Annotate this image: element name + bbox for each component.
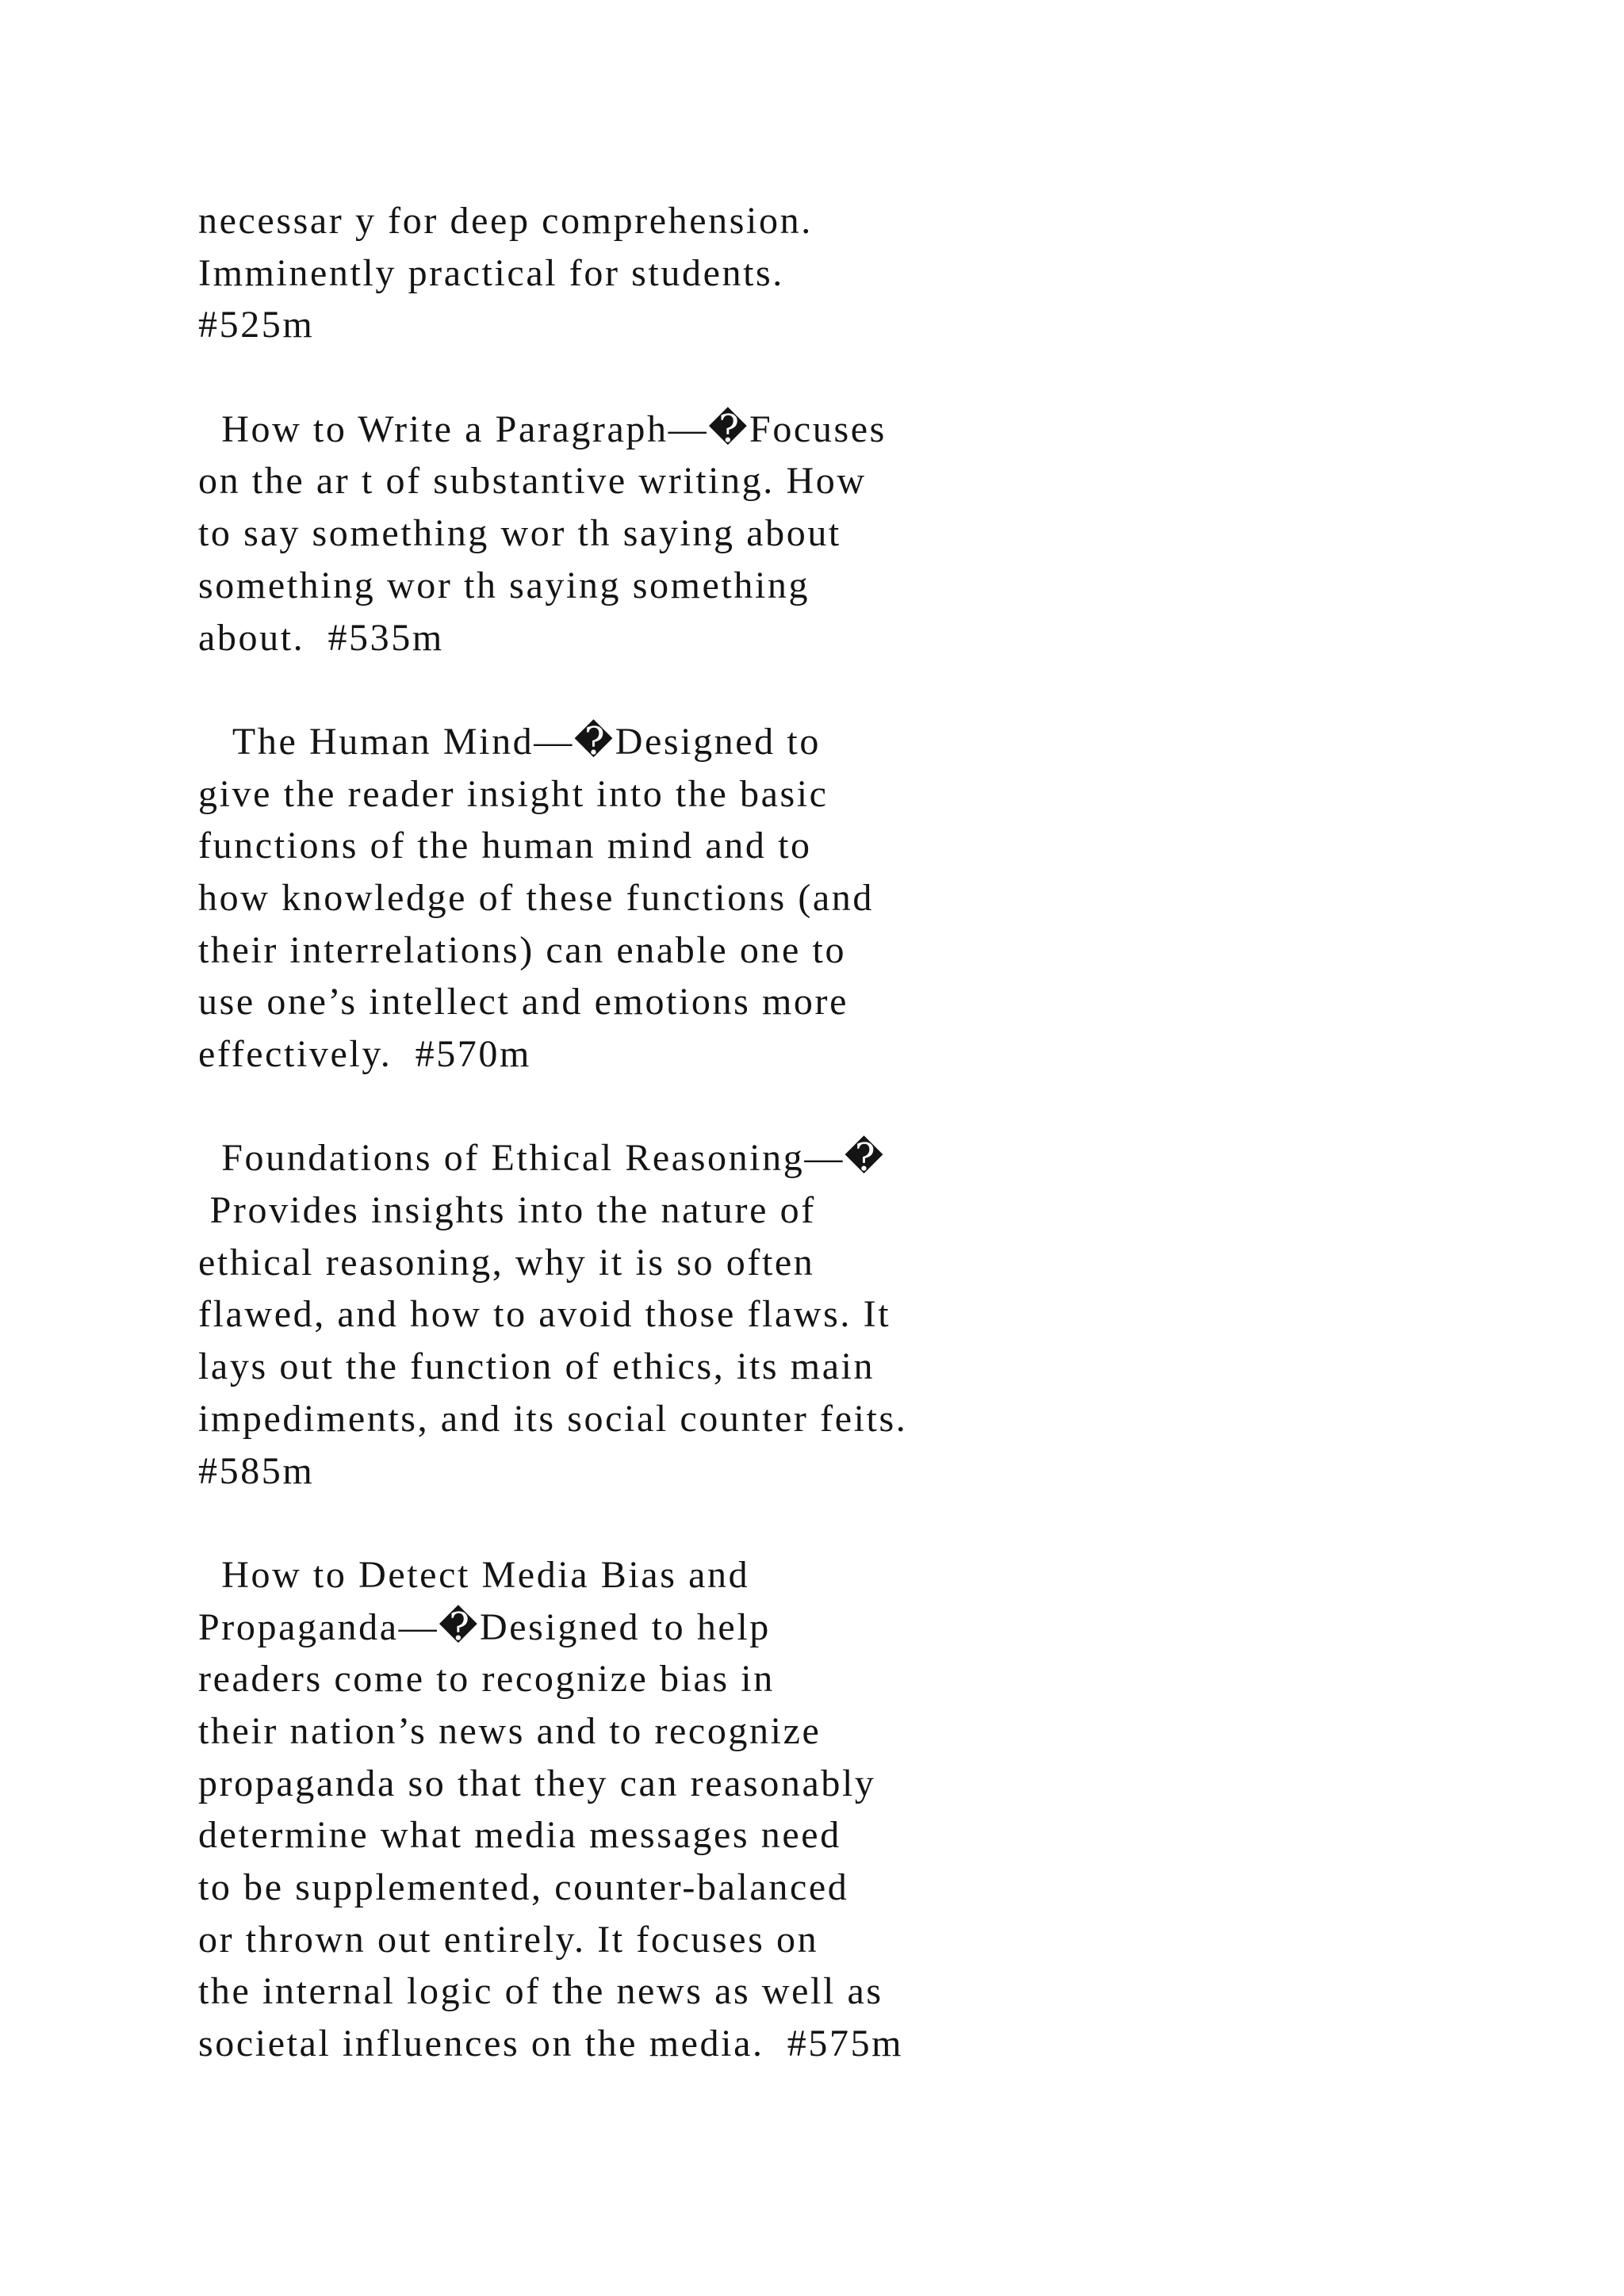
blank-line [198, 1497, 1388, 1549]
text-line: Imminently practical for students. [198, 251, 784, 294]
text-line: Propaganda—�Designed to help [198, 1605, 771, 1648]
text-line: ethical reasoning, why it is so often [198, 1241, 815, 1284]
text-line: use one’s intellect and emotions more [198, 981, 849, 1024]
text-line: #525m [198, 304, 315, 346]
text-line: their interrelations) can enable one to [198, 928, 847, 971]
text-line: readers come to recognize bias in [198, 1658, 775, 1701]
blank-line [198, 1081, 1388, 1133]
text-line: lays out the function of ethics, its main [198, 1345, 875, 1388]
text-line: necessar y for deep comprehension. [198, 200, 813, 242]
text-line: something wor th saying something [198, 564, 810, 607]
text-line: impediments, and its social counter feits. [198, 1397, 908, 1440]
text-line: give the reader insight into the basic [198, 772, 829, 815]
document-text [198, 195, 1388, 2070]
text-line: effectively. #570m [198, 1033, 531, 1075]
text-line: propaganda so that they can reasonably [198, 1762, 876, 1804]
text-line: determine what media messages need [198, 1814, 841, 1857]
text-line: the internal logic of the news as well as [198, 1970, 883, 2013]
text-line: #585m [198, 1449, 315, 1492]
text-line: or thrown out entirely. It focuses on [198, 1918, 819, 1961]
blank-line [198, 664, 1388, 716]
text-line: Provides insights into the nature of [198, 1189, 816, 1232]
text-line: on the ar t of substantive writing. How [198, 460, 867, 503]
text-line: to be supplemented, counter-balanced [198, 1866, 849, 1908]
text-line: to say something wor th saying about [198, 512, 841, 555]
text-line: functions of the human mind and to [198, 825, 812, 867]
blank-line [198, 351, 1388, 404]
text-line: The Human Mind—�Designed to [198, 720, 821, 763]
text-line: their nation’s news and to recognize [198, 1709, 822, 1752]
text-line: about. #535m [198, 616, 444, 659]
text-line: societal influences on the media. #575m [198, 2022, 904, 2065]
text-line: How to Write a Paragraph—�Focuses [198, 408, 887, 450]
text-line: Foundations of Ethical Reasoning—� [198, 1137, 886, 1180]
text-line: flawed, and how to avoid those flaws. It [198, 1293, 891, 1336]
text-line: How to Detect Media Bias and [198, 1553, 750, 1596]
text-line: how knowledge of these functions (and [198, 876, 875, 919]
